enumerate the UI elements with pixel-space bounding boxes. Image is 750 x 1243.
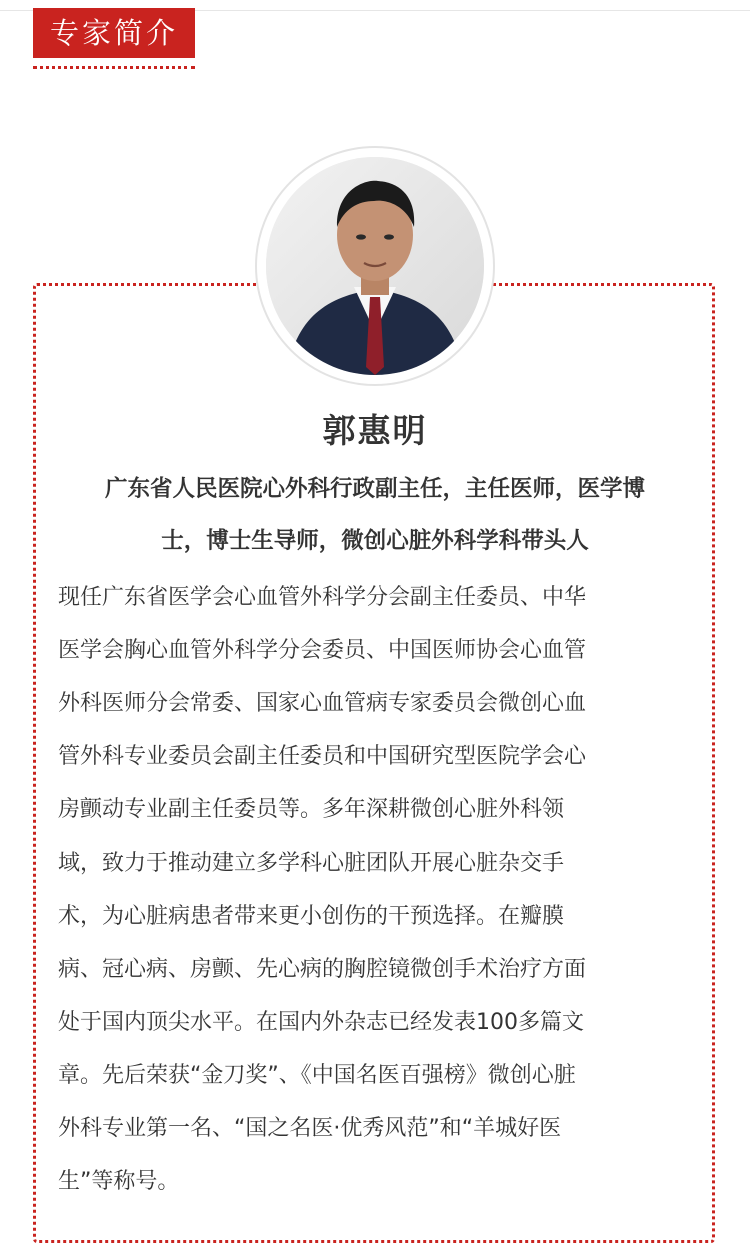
bio-line: 域，致力于推动建立多学科心脏团队开展心脏杂交手	[58, 851, 565, 876]
bio-line: 管外科专业委员会副主任委员和中国研究型医院学会心	[58, 744, 587, 769]
avatar-frame	[255, 146, 495, 386]
bio-line: 病、冠心病、房颤、先心病的胸腔镜微创手术治疗方面	[58, 957, 587, 982]
bio-line: 外科医师分会常委、国家心血管病专家委员会微创心血	[58, 691, 587, 716]
bio-line: 房颤动专业副主任委员等。多年深耕微创心脏外科领	[58, 797, 565, 822]
expert-title-line-2: 士，博士生导师，微创心脏外科学科带头人	[161, 528, 589, 554]
expert-title-line-1: 广东省人民医院心外科行政副主任，主任医师，医学博	[104, 476, 645, 502]
avatar	[266, 157, 484, 375]
bio-line: 章。先后荣获“金刀奖”、《中国名医百强榜》微创心脏	[58, 1063, 576, 1088]
section-title-tag: 专家简介	[33, 8, 195, 58]
bio-line: 处于国内顶尖水平。在国内外杂志已经发表100多篇文	[58, 1010, 584, 1035]
bio-line: 现任广东省医学会心血管外科学分会副主任委员、中华	[58, 585, 587, 610]
bio-line: 术，为心脏病患者带来更小创伤的干预选择。在瓣膜	[58, 904, 565, 929]
bio-line: 医学会胸心血管外科学分会委员、中国医师协会心血管	[58, 638, 587, 663]
bio-line: 生”等称号。	[58, 1169, 180, 1194]
bio-line: 外科专业第一名、“国之名医·优秀风范”和“羊城好医	[58, 1116, 562, 1141]
section-title-underline	[33, 66, 195, 69]
expert-name: 郭惠明	[322, 411, 428, 450]
